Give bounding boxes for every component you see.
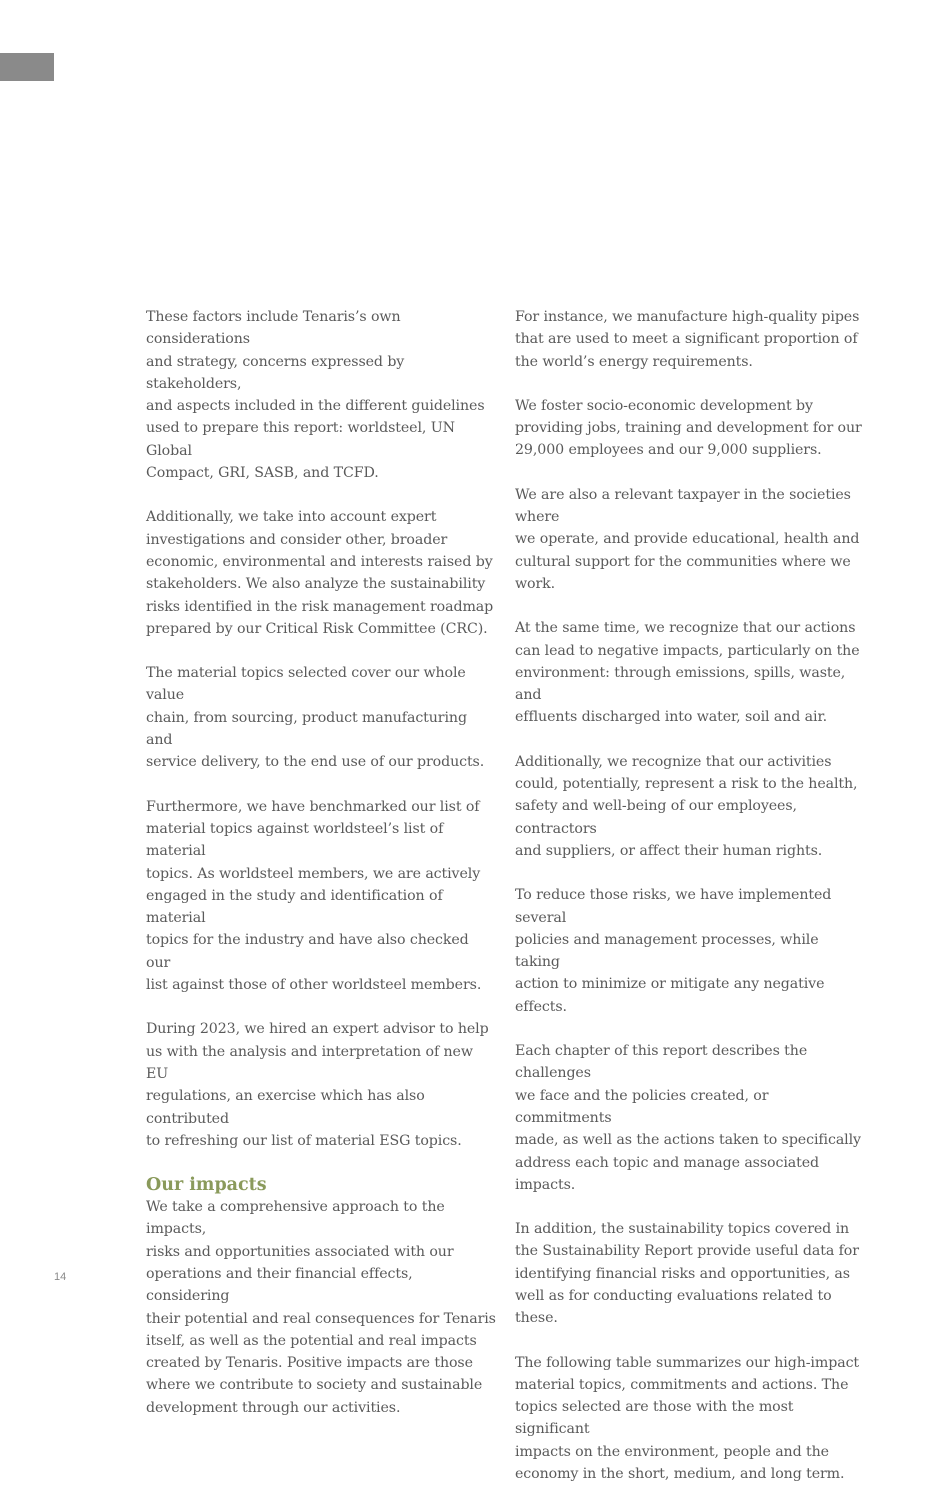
right-column [515, 306, 867, 1507]
paragraph: For instance, we manufacture high-quality pipes that are used to meet a significant proportion of the world’s energy requirements. [515, 309, 860, 370]
paragraph: To reduce those risks, we have implemented several policies and management processes, while taking action to minimize or mitigate any negative effects. [515, 887, 832, 1015]
paragraph: In addition, the sustainability topics covered in the Sustainability Report provide useful data for identifying financial risks and opportunities, as well as for conducting evaluations related to these. [515, 1221, 859, 1327]
paragraph: During 2023, we hired an expert advisor to help us with the analysis and interpretation of new EU regulations, an exercise which has also contributed to refreshing our list of material ESG topics. [146, 1021, 489, 1149]
paragraph: The material topics selected cover our whole value chain, from sourcing, product manufacturing and service delivery, to the end use of our products. [146, 665, 485, 771]
left-column [146, 306, 496, 1441]
page-number: 14 [54, 1271, 67, 1283]
paragraph: At the same time, we recognize that our actions can lead to negative impacts, particularly on the environment: through emissions, spills, waste, and effluents discharged into water, soil and air. [515, 620, 860, 726]
paragraph: Additionally, we recognize that our activities could, potentially, represent a risk to the health, safety and well-being of our employees, contractors and suppliers, or affect their human rights. [515, 753, 858, 859]
paragraph: We take a comprehensive approach to the impacts, risks and opportunities associated with our operations and their financial effects, considering their potential and real consequences for Tenaris itself, as well as the potential and real impacts created by Tenaris. Positive impacts are those where we contribute to society and sustainable development through our activities. [146, 1199, 496, 1416]
paragraph: We are also a relevant taxpayer in the societies where we operate, and provide educational, health and cultural support for the communities where we work. [515, 486, 860, 592]
paragraph: These factors include Tenaris’s own considerations and strategy, concerns expressed by stakeholders, and aspects included in the different guidelines used to prepare this report: worldsteel, UN Global Compact, GRI, SASB, and TCFD. [146, 309, 485, 482]
paragraph: Each chapter of this report describes the challenges we face and the policies created, or commitments made, as well as the actions taken to specifically address each topic and manage associated impacts. [515, 1043, 861, 1193]
section-heading-our-impacts: Our impacts [146, 1175, 267, 1196]
paragraph: The following table summarizes our high-impact material topics, commitments and actions. The topics selected are those with the most significant impacts on the environment, people and the economy in the short, medium, and long term. [515, 1354, 860, 1483]
paragraph: Furthermore, we have benchmarked our list of material topics against worldsteel’s list of material topics. As worldsteel members, we are actively engaged in the study and identification of material topics for the industry and have also checked our list against those of other worldsteel members. [146, 798, 482, 994]
paragraph: We foster socio-economic development by providing jobs, training and development for our 29,000 employees and our 9,000 suppliers. [515, 397, 862, 459]
paragraph: Additionally, we take into account expert investigations and consider other, broader economic, environmental and interests raised by stakeholders. We also analyze the sustainability risks identified in the risk management roadmap prepared by our Critical Risk Committee (CRC). [146, 509, 494, 637]
section-tab-marker [0, 53, 54, 81]
